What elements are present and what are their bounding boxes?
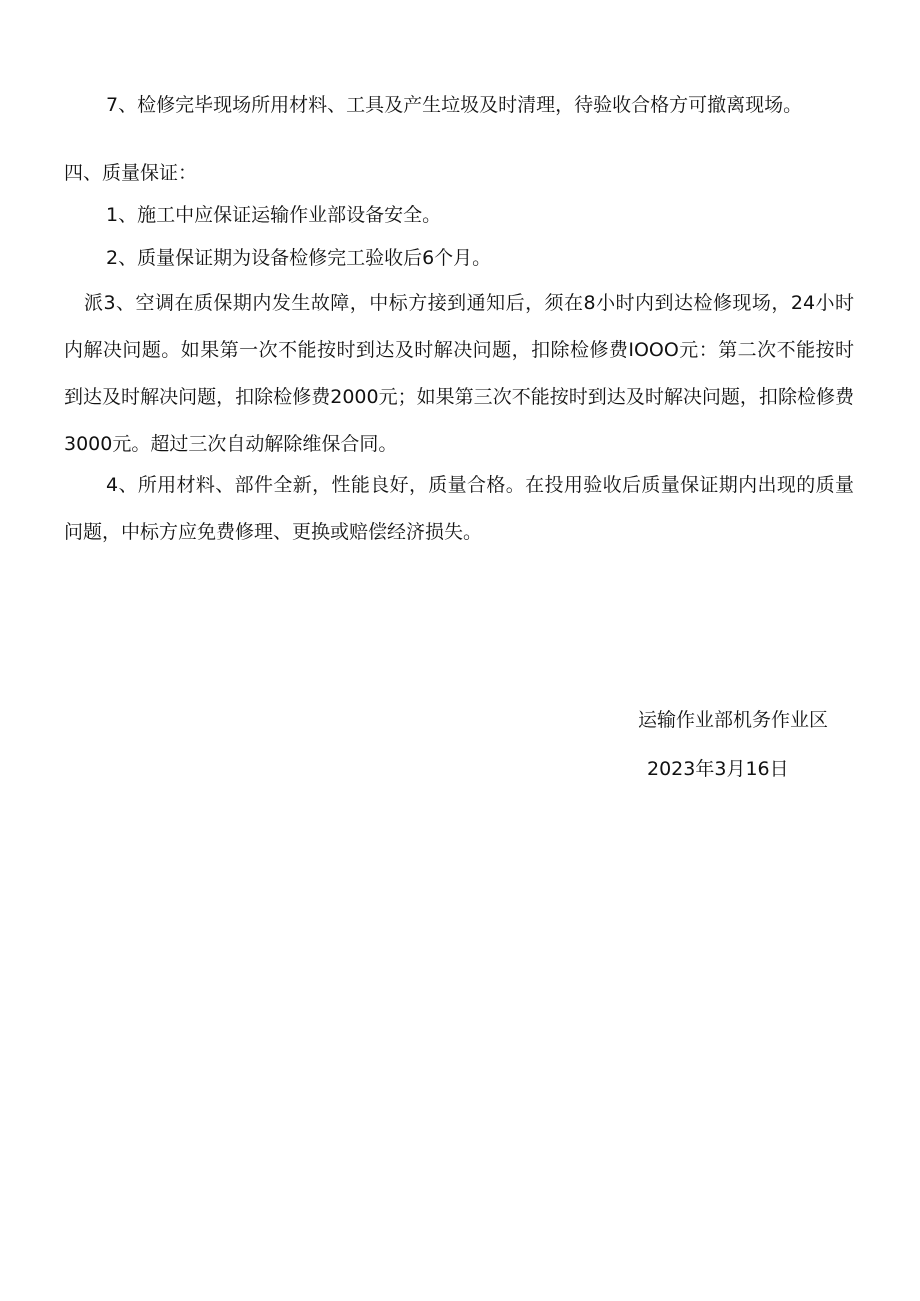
- clause-4-materials: 4、所用材料、部件全新，性能良好，质量合格。在投用验收后质量保证期内出现的质量问题，中标方应免费修理、更换或赔偿经济损失。: [64, 474, 854, 543]
- clause-1-safety: 1、施工中应保证运输作业部设备安全。: [106, 204, 442, 226]
- clause-2-warranty-period: 2、质量保证期为设备检修完工验收后6个月。: [106, 247, 492, 269]
- clause-3-repair-response: 派3、空调在质保期内发生故障，中标方接到通知后，须在8小时内到达检修现场，24小时内解决问题。如果第一次不能按时到达及时解决问题，扣除检修费IOOO元：第二次不能按时到达及时解决问题，扣除检修费2000元；如果第三次不能按时到达及时解决问题，扣除检修费3000元。超过三次自动解除维保合同。: [64, 292, 854, 455]
- section-heading-quality-guarantee: 四、质量保证：: [64, 162, 198, 184]
- signature-department: 运输作业部机务作业区: [638, 709, 829, 731]
- clause-7-cleanup: 7、检修完毕现场所用材料、工具及产生垃圾及时清理，待验收合格方可撤离现场。: [106, 94, 803, 116]
- signature-date: 2023年3月16日: [647, 758, 789, 780]
